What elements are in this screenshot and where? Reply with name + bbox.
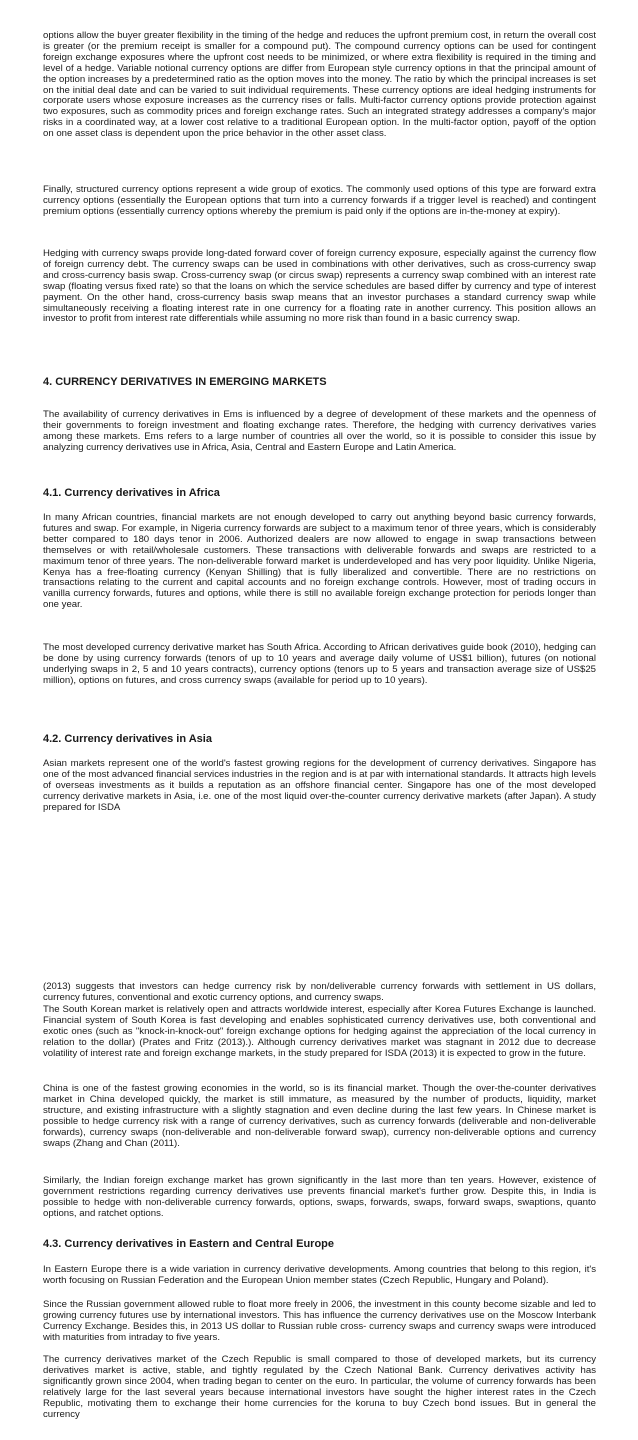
paragraph-czech-republic: The currency derivatives market of the Czech Republic is small compared to those of developed markets, but its currency derivatives market is active, stable, and tightly regulated by the Czech National Bank. Currency derivatives activity has significantly grown since 2004, when trading began to center on the euro. In particular, the volume of currency forwards has been relatively large for the last several years because international investors have sought the higher interest rates in the Czech Republic, motivating them to exchange their home currencies for the koruna to buy Czech bond issues. But in general the currency (43, 1354, 596, 1420)
subsection-heading-africa: 4.1. Currency derivatives in Africa (43, 487, 220, 499)
paragraph-eastern-europe-intro: In Eastern Europe there is a wide variation in currency derivative developments. Among countries that belong to this region, it's worth focusing on Russian Federation and the European Union member states (Czech Republic, Hungary and Poland). (43, 1264, 596, 1286)
paragraph-south-korea: The South Korean market is relatively open and attracts worldwide interest, especially after Korea Futures Exchange is launched. Financial system of South Korea is fast developing and enables sophisticated currency derivatives use, both conventional and exotic ones (such as "knock-in-knock-out" foreign exchange options for hedging against the appreciation of the local currency in relation to the dollar) (Prates and Fritz (2013).). Although currency derivatives market was stagnant in 2012 due to decrease volatility of interest rate and foreign exchange markets, in the study prepared for ISDA (2013) it is expected to grow in the future. (43, 1004, 596, 1059)
paragraph-availability: The availability of currency derivatives in Ems is influenced by a degree of development of these markets and the openness of their governments to foreign investment and floating exchange rates. Therefore, the hedging with currency derivatives varies among these markets. Ems refers to a large number of countries all over the world, so it is possible to consider this issue by analyzing currency derivatives use in Africa, Asia, Central and Eastern Europe and Latin America. (43, 409, 596, 453)
page-gap (0, 870, 638, 940)
paragraph-currency-swaps: Hedging with currency swaps provide long-dated forward cover of foreign currency exposure, especially against the currency flow of foreign currency debt. The currency swaps can be used in combinations with other derivatives, such as cross-currency swap and cross-currency basis swap. Cross-currency swap (or circus swap) represents a currency swap combined with an interest rate swap (floating versus fixed rate) so that the loans on which the service schedules are based differ by currency and type of interest payment. On the other hand, cross-currency basis swap means that an investor purchases a standard currency swap while simultaneously receiving a floating interest rate in one currency for a floating rate in another currency. This position allows an investor to profit from interest rate differentials while assuming no more risk than found in a basic currency swap. (43, 248, 596, 325)
paragraph-africa-south-africa: The most developed currency derivative market has South Africa. According to African derivatives guide book (2010), hedging can be done by using currency forwards (tenors of up to 10 years and average daily volume of US$1 billion), futures (on notional underlying swaps in 2, 5 and 10 years contracts), currency options (tenors up to 5 years and transaction average size of US$25 million), options on futures, and cross currency swaps (available for period up to 10 years). (43, 642, 596, 686)
paragraph-asia-isda: (2013) suggests that investors can hedge currency risk by non/deliverable currency forwards with settlement in US dollars, currency futures, conventional and exotic currency options, and currency swaps. (43, 981, 596, 1003)
subsection-heading-eastern-europe: 4.3. Currency derivatives in Eastern and Central Europe (43, 1238, 334, 1250)
paragraph-china: China is one of the fastest growing economies in the world, so is its financial market. Though the over-the-counter derivatives market in China developed quickly, the market is still immature, as measured by the number of products, liquidity, market structure, and existing infrastructure with a slightly stagnation and even decline during the last few years. In Chinese market is possible to hedge currency risk with a range of currency derivatives, such as currency forwards (deliverable and non-deliverable forwards), currency swaps (non-deliverable and non-deliverable forward swap), currency non-deliverable options and currency swaps (Zhang and Chan (2011). (43, 1083, 596, 1149)
paragraph-russia: Since the Russian government allowed ruble to float more freely in 2006, the investment in this county become sizable and led to growing currency futures use by international investors. This has influence the currency derivatives use on the Moscow Interbank Currency Exchange. Besides this, in 2013 US dollar to Russian ruble cross- currency swaps and currency swaps were introduced with maturities from intraday to five years. (43, 1299, 596, 1343)
paragraph-asia-singapore: Asian markets represent one of the world's fastest growing regions for the development of currency derivatives. Singapore has one of the most advanced financial services industries in the region and is at par with international standards. It attracts high levels of overseas investments as it builds a reputation as an offshore financial center. Singapore has one of the most developed currency derivative markets in Asia, i.e. one of the most liquid over-the-counter currency derivative markets (after Japan). A study prepared for ISDA (43, 758, 597, 813)
section-heading-emerging-markets: 4. CURRENCY DERIVATIVES IN EMERGING MARKETS (43, 376, 327, 388)
document-page-2 (0, 940, 638, 1440)
paragraph-compound-options: options allow the buyer greater flexibility in the timing of the hedge and reduces the upfront premium cost, in return the overall cost is greater (or the premium receipt is smaller for a compound put). The compound currency options can be used for contingent foreign exchange exposures where the upfront cost needs to be minimized, or where extra flexibility is required in the timing and level of a hedge. Variable notional currency options are differ from European style currency options in that the principal amount of the option increases by a predetermined ratio as the option moves into the money. The ratio by which the principal increases is set on the initial deal date and can be varied to suit individual requirements. These currency options are ideal hedging instruments for corporate users whose exposure increases as the currency rises or falls. Multi-factor currency options provide protection against two exposures, such as commodity prices and foreign exchange rates. Such an integrated strategy addresses a company's major risks in a coordinated way, at a lower cost relative to a traditional European option. In the multi-factor option, payoff of the option on one asset class is dependent upon the price behavior in the other asset class. (43, 30, 596, 140)
paragraph-india: Similarly, the Indian foreign exchange market has grown significantly in the last more than ten years. However, existence of government restrictions regarding currency derivatives use prevents financial market's further grow. Despite this, in India is possible to hedge with non-deliverable currency forwards, options, swaps, forwards, swaps, forward swaps, swaptions, quanto options, and ratchet options. (43, 1175, 596, 1219)
paragraph-structured-options: Finally, structured currency options represent a wide group of exotics. The commonly used options of this type are forward extra currency options (essentially the European options that turn into a currency forwards if a trigger level is reached) and contingent premium options (essentially currency options whereby the premium is paid only if the options are in-the-money at expiry). (43, 184, 596, 217)
paragraph-africa-nigeria-kenya: In many African countries, financial markets are not enough developed to carry out anything beyond basic currency forwards, futures and swap. For example, in Nigeria currency forwards are subject to a maximum tenor of three years, which is considerably better compared to 180 days tenor in 2006. Authorized dealers are now allowed to engage in swap transactions between themselves or with retail/wholesale customers. These transactions with deliverable forwards and swaps are restricted to a maximum tenor of three years. The non-deliverable forward market is underdeveloped and has very poor liquidity. Unlike Nigeria, Kenya has a free-floating currency (Kenyan Shilling) that is fully liberalized and convertible. There are no restrictions on transactions relating to the current and capital accounts and no foreign exchange controls. However, most of trading occurs in vanilla currency forwards, futures and options, while there is still no available foreign exchange protection for periods longer than one year. (43, 512, 596, 611)
subsection-heading-asia: 4.2. Currency derivatives in Asia (43, 733, 212, 745)
